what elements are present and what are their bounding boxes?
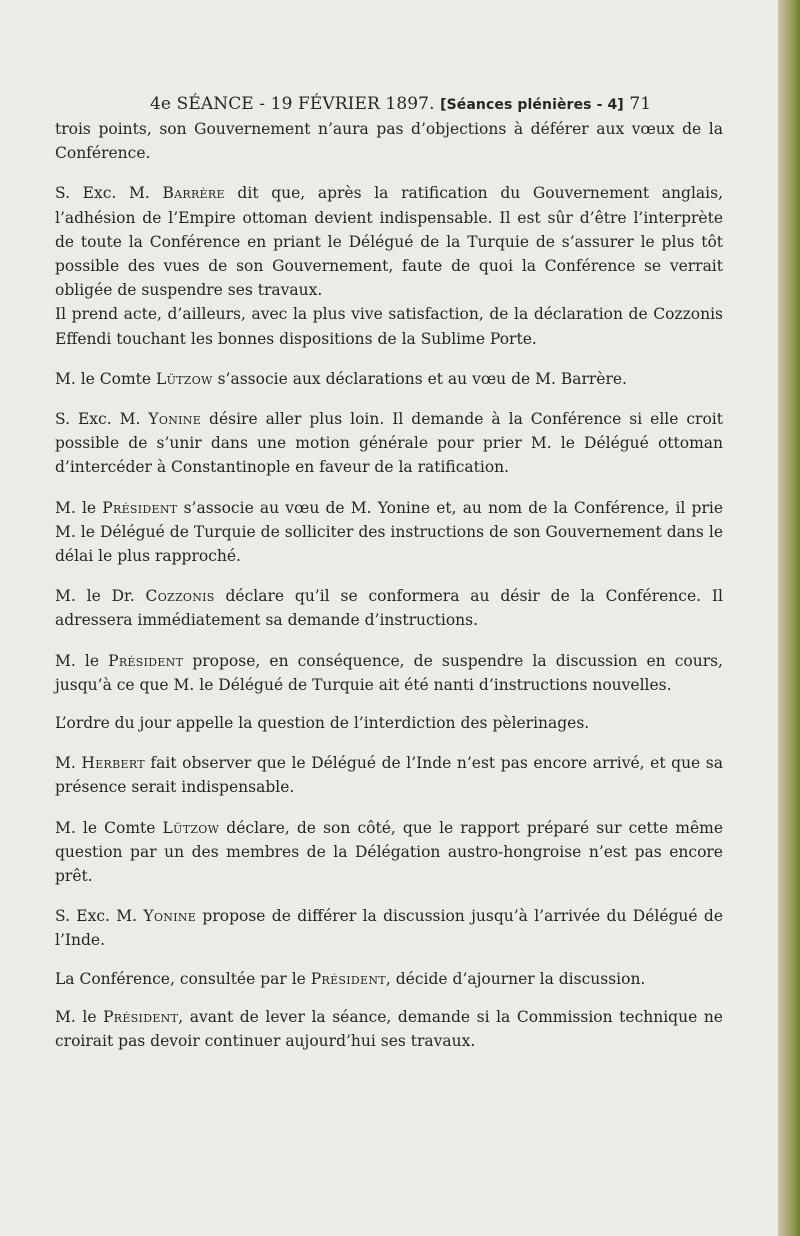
- speaker-name: Président: [108, 651, 184, 670]
- speaker-name: Herbert: [81, 754, 145, 773]
- paragraph-3: M. le Comte Lützow s’associe aux déclarations et au vœu de M. Barrère.: [55, 369, 627, 388]
- speaker-name: Yonine: [143, 907, 197, 926]
- paragraph-10: M. le Comte Lützow déclare, de son côté, que le rapport préparé sur cette même question par un des membres de la Délégation austro-hongroise n’est pas encore prêt.: [55, 818, 723, 886]
- speaker-name: Président: [103, 1007, 179, 1026]
- book-binding-edge: [778, 0, 800, 1236]
- page-body: [55, 117, 723, 1053]
- speaker-name: Lützow: [162, 818, 220, 837]
- paragraph-1: S. Exc. M. Barrère dit que, après la ratification du Gouvernement anglais, l’adhésion de l’Empire ottoman devient indispensable. Il est sûr d’être l’interprète de toute la Conférence en priant le Délégué de la Turquie de s’assurer le plus tôt possible des vues de son Gouvernement, faute de quoi la Conférence se verrait obligée de suspendre ses travaux.: [55, 184, 723, 300]
- speaker-name: Yonine: [148, 410, 202, 429]
- running-header: [150, 94, 652, 114]
- paragraph-6: M. le Dr. Cozzonis déclare qu’il se conformera au désir de la Conférence. Il adressera immédiatement sa demande d’instructions.: [55, 587, 723, 630]
- paragraph-13: M. le Président, avant de lever la séance, demande si la Commission technique ne croirait pas devoir continuer aujourd’hui ses travaux.: [55, 1007, 723, 1051]
- paragraph-8: L’ordre du jour appelle la question de l’interdiction des pèlerinages.: [55, 714, 590, 733]
- speaker-name: Cozzonis: [145, 587, 215, 606]
- paragraph-4: S. Exc. M. Yonine désire aller plus loin. Il demande à la Conférence si elle croit possible de s’unir dans une motion générale pour prier M. le Délégué ottoman d’intercéder à Constantinople en faveur de la ratification.: [55, 410, 723, 477]
- speaker-name: Président: [310, 969, 386, 988]
- paragraph-2: Il prend acte, d’ailleurs, avec la plus vive satisfaction, de la déclaration de Cozzonis Effendi touchant les bonnes dispositions de la Sublime Porte.: [55, 305, 723, 348]
- speaker-name: Président: [102, 498, 178, 517]
- paragraph-7: M. le Président propose, en conséquence, de suspendre la discussion en cours, jusqu’à ce que M. le Délégué de Turquie ait été nanti d’instructions nouvelles.: [55, 651, 723, 694]
- header-page-number: 71: [629, 94, 652, 114]
- header-section: [Séances plénières - 4]: [440, 97, 624, 113]
- paragraph-12: La Conférence, consultée par le Président, décide d’ajourner la discussion.: [55, 969, 646, 988]
- header-session: 4e SÉANCE - 19 FÉVRIER 1897.: [150, 94, 435, 114]
- paragraph-9: M. Herbert fait observer que le Délégué de l’Inde n’est pas encore arrivé, et que sa présence serait indispensable.: [55, 754, 723, 797]
- paragraph-0: trois points, son Gouvernement n’aura pas d’objections à déférer aux vœux de la Conférence.: [55, 120, 723, 163]
- paragraph-5: M. le Président s’associe au vœu de M. Yonine et, au nom de la Conférence, il prie M. le Délégué de Turquie de solliciter des instructions de son Gouvernement dans le délai le plus rapproché.: [55, 498, 723, 566]
- paragraph-11: S. Exc. M. Yonine propose de différer la discussion jusqu’à l’arrivée du Délégué de l’Inde.: [55, 907, 723, 950]
- speaker-name: Lützow: [156, 369, 213, 388]
- speaker-name: Barrère: [162, 184, 225, 203]
